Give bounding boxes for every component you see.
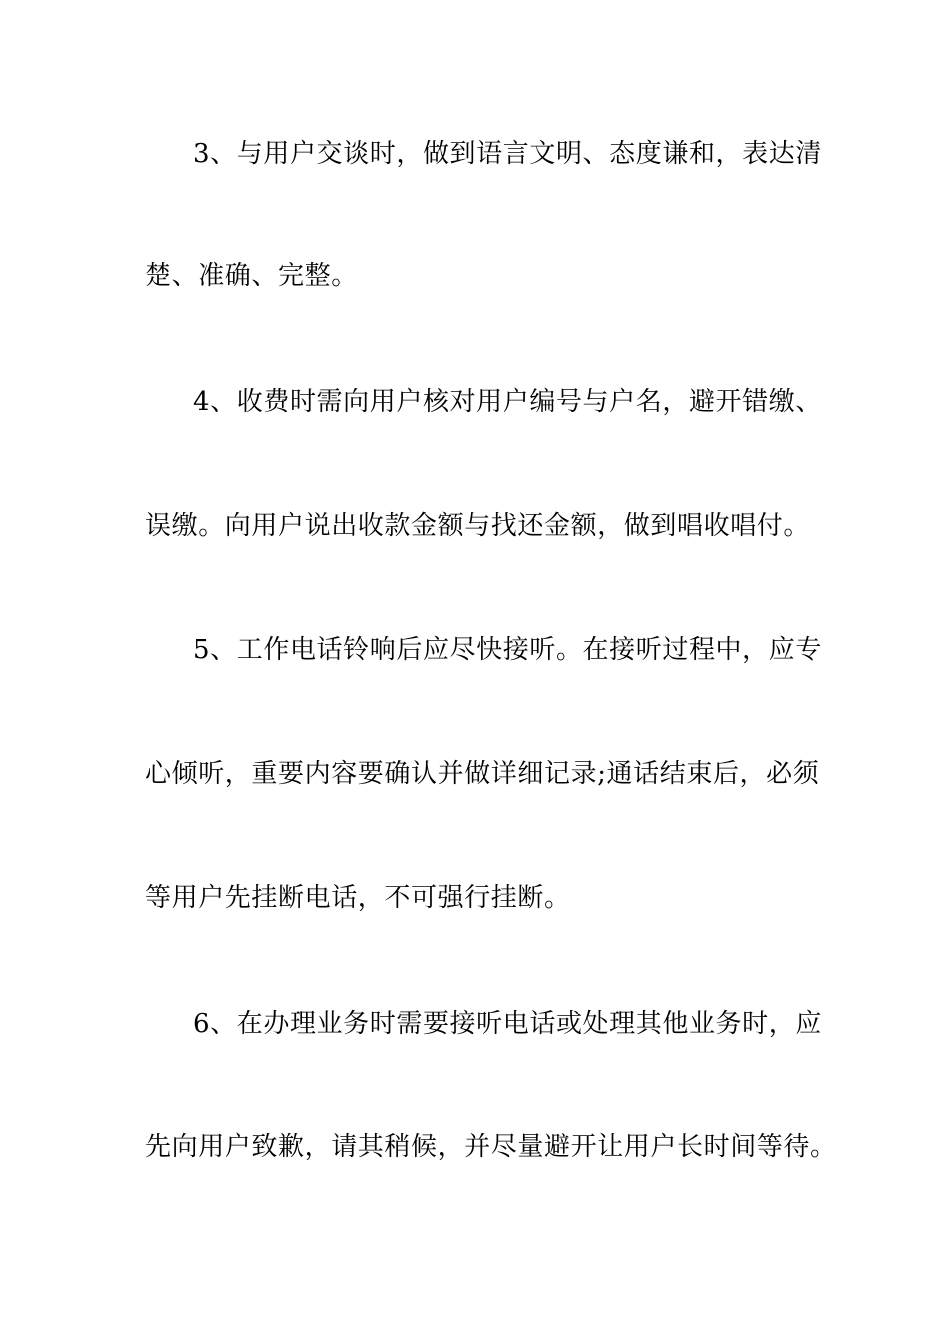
paragraph-4-line-2: 误缴。向用户说出收款金额与找还金额，做到唱收唱付。	[145, 511, 811, 541]
paragraph-5-line-3: 等用户先挂断电话，不可强行挂断。	[145, 883, 571, 913]
paragraph-4-line-1: 4、收费时需向用户核对用户编号与户名，避开错缴、	[193, 387, 822, 417]
paragraph-6-line-1: 6、在办理业务时需要接听电话或处理其他业务时，应	[193, 1009, 822, 1039]
paragraph-3-line-1: 3、与用户交谈时，做到语言文明、态度谦和，表达清	[193, 139, 822, 169]
paragraph-3-line-2: 楚、准确、完整。	[145, 261, 358, 291]
paragraph-5-line-1: 5、工作电话铃响后应尽快接听。在接听过程中，应专	[193, 635, 822, 665]
paragraph-5-line-2: 心倾听，重要内容要确认并做详细记录;通话结束后，必须	[145, 759, 820, 789]
paragraph-6-line-2: 先向用户致歉，请其稍候，并尽量避开让用户长时间等待。	[145, 1132, 837, 1162]
